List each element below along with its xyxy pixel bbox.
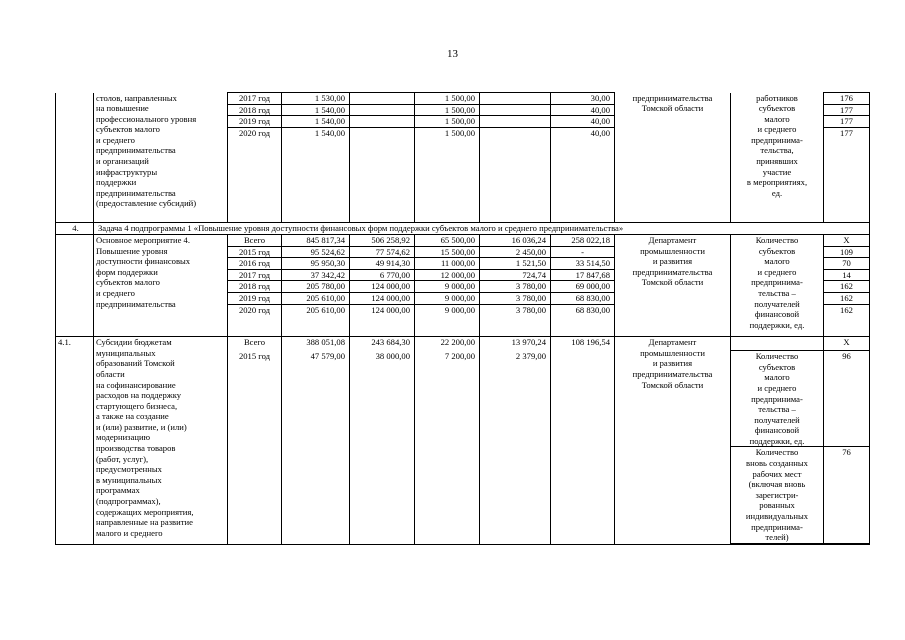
total-cell: 1 530,00 bbox=[282, 93, 350, 105]
total-cell: 205 610,00 bbox=[282, 304, 350, 315]
total-cell: 95 950,30 bbox=[282, 258, 350, 270]
task-number: 4. bbox=[56, 223, 94, 235]
regional-cell: 1 500,00 bbox=[415, 116, 480, 128]
indicator-value: 109 bbox=[824, 246, 870, 258]
regional-cell: 65 500,00 bbox=[415, 234, 480, 246]
municipal-cell bbox=[480, 104, 551, 116]
municipal-cell: 1 521,50 bbox=[480, 258, 551, 270]
municipal-cell bbox=[480, 116, 551, 128]
indicator-value: 176 bbox=[824, 93, 870, 105]
federal-cell: 243 684,30 bbox=[350, 337, 415, 351]
year-cell: 2016 год bbox=[228, 258, 282, 270]
program-table bbox=[55, 92, 870, 545]
year-cell: 2018 год bbox=[228, 281, 282, 293]
indicator-value: 177 bbox=[824, 104, 870, 116]
total-cell: 1 540,00 bbox=[282, 116, 350, 128]
regional-cell: 1 500,00 bbox=[415, 93, 480, 105]
indicator: Количество вновь созданных рабочих мест (включая вновь зарегистри- рованных индивидуальных предпринима- телей) bbox=[731, 447, 824, 543]
year-cell: Всего bbox=[228, 234, 282, 246]
regional-cell: 9 000,00 bbox=[415, 304, 480, 315]
year-cell: 2018 год bbox=[228, 104, 282, 116]
indicator-value: 162 bbox=[824, 292, 870, 304]
municipal-cell: 3 780,00 bbox=[480, 281, 551, 293]
extrabudget-cell: 30,00 bbox=[551, 93, 615, 105]
federal-cell: 49 914,30 bbox=[350, 258, 415, 270]
year-cell: 2019 год bbox=[228, 116, 282, 128]
indicator-empty bbox=[731, 337, 824, 351]
extrabudget-cell: 40,00 bbox=[551, 116, 615, 128]
total-cell: 1 540,00 bbox=[282, 127, 350, 138]
year-cell: 2017 год bbox=[228, 269, 282, 281]
year-cell: 2017 год bbox=[228, 93, 282, 105]
extrabudget-cell: 40,00 bbox=[551, 127, 615, 138]
regional-cell: 11 000,00 bbox=[415, 258, 480, 270]
extrabudget-cell: 40,00 bbox=[551, 104, 615, 116]
regional-cell: 7 200,00 bbox=[415, 351, 480, 545]
indicator-value: 96 bbox=[824, 351, 870, 447]
total-cell: 1 540,00 bbox=[282, 104, 350, 116]
municipal-cell: 2 450,00 bbox=[480, 246, 551, 258]
table-row bbox=[56, 234, 870, 246]
regional-cell: 1 500,00 bbox=[415, 104, 480, 116]
extrabudget-cell: 258 022,18 bbox=[551, 234, 615, 246]
indicator: Количество субъектов малого и среднего предпринима- тельства – получателей финансовой поддержки, ед. bbox=[731, 351, 824, 447]
regional-cell: 9 000,00 bbox=[415, 292, 480, 304]
total-cell: 205 610,00 bbox=[282, 292, 350, 304]
regional-cell: 22 200,00 bbox=[415, 337, 480, 351]
extrabudget-cell: 33 514,50 bbox=[551, 258, 615, 270]
indicator-value: 177 bbox=[824, 127, 870, 138]
activity-description: Основное мероприятие 4. Повышение уровня доступности финансовых форм поддержки субъектов малого и среднего предпринимательства bbox=[94, 234, 228, 336]
federal-cell bbox=[350, 104, 415, 116]
executor: Департамент промышленности и развития предпринимательства Томской области bbox=[615, 337, 731, 545]
federal-cell: 77 574,62 bbox=[350, 246, 415, 258]
indicator-value: Х bbox=[824, 337, 870, 351]
federal-cell bbox=[350, 116, 415, 128]
indicator-value: 70 bbox=[824, 258, 870, 270]
total-cell: 37 342,42 bbox=[282, 269, 350, 281]
indicator-value: 177 bbox=[824, 116, 870, 128]
municipal-cell bbox=[480, 127, 551, 138]
indicator-value: 76 bbox=[824, 447, 870, 543]
federal-cell: 506 258,92 bbox=[350, 234, 415, 246]
executor: предпринимательства Томской области bbox=[615, 93, 731, 223]
year-cell: 2020 год bbox=[228, 304, 282, 315]
row-number bbox=[56, 93, 94, 223]
municipal-cell: 724,74 bbox=[480, 269, 551, 281]
municipal-cell bbox=[480, 93, 551, 105]
executor: Департамент промышленности и развития предпринимательства Томской области bbox=[615, 234, 731, 336]
regional-cell: 1 500,00 bbox=[415, 127, 480, 138]
indicator: Количество субъектов малого и среднего предпринима- тельства – получателей финансовой поддержки, ед. bbox=[731, 234, 824, 336]
row-number bbox=[56, 234, 94, 336]
indicator: работников субъектов малого и среднего предпринима- тельства, принявших участие в мероприятиях, ед. bbox=[731, 93, 824, 223]
extrabudget-cell: - bbox=[551, 246, 615, 258]
federal-cell bbox=[350, 127, 415, 138]
regional-cell: 12 000,00 bbox=[415, 269, 480, 281]
year-cell: Всего bbox=[228, 337, 282, 351]
federal-cell: 124 000,00 bbox=[350, 292, 415, 304]
extrabudget-cell: 17 847,68 bbox=[551, 269, 615, 281]
extrabudget-cell: 108 196,54 bbox=[551, 337, 615, 351]
indicator-value: 162 bbox=[824, 281, 870, 293]
municipal-cell: 3 780,00 bbox=[480, 304, 551, 315]
regional-cell: 9 000,00 bbox=[415, 281, 480, 293]
total-cell: 95 524,62 bbox=[282, 246, 350, 258]
extrabudget-cell: 68 830,00 bbox=[551, 292, 615, 304]
federal-cell bbox=[350, 93, 415, 105]
activity-description: Субсидии бюджетам муниципальных образований Томской области на софинансирование расходов на поддержку стартующего бизнеса, а также на создание и (или) развитие, и (или) модернизацию производства товаров (работ, услуг), предусмотренных в муниципальных программах (подпрограммах), содержащих мероприятия, направленные на развитие малого и среднего bbox=[94, 337, 228, 545]
year-cell: 2019 год bbox=[228, 292, 282, 304]
year-cell: 2020 год bbox=[228, 127, 282, 138]
total-cell: 205 780,00 bbox=[282, 281, 350, 293]
federal-cell: 124 000,00 bbox=[350, 281, 415, 293]
total-cell: 845 817,34 bbox=[282, 234, 350, 246]
municipal-cell: 13 970,24 bbox=[480, 337, 551, 351]
year-cell: 2015 год bbox=[228, 351, 282, 545]
total-cell: 388 051,08 bbox=[282, 337, 350, 351]
task-title: Задача 4 подпрограммы 1 «Повышение уровня доступности финансовых форм поддержки субъектов малого и среднего предпринимательства» bbox=[94, 223, 870, 235]
extrabudget-cell: 69 000,00 bbox=[551, 281, 615, 293]
federal-cell: 38 000,00 bbox=[350, 351, 415, 545]
extrabudget-cell bbox=[551, 351, 615, 545]
row-number: 4.1. bbox=[56, 337, 94, 545]
municipal-cell: 3 780,00 bbox=[480, 292, 551, 304]
table-row bbox=[56, 337, 870, 351]
municipal-cell: 16 036,24 bbox=[480, 234, 551, 246]
municipal-cell: 2 379,00 bbox=[480, 351, 551, 545]
indicator-value: 162 bbox=[824, 304, 870, 315]
extrabudget-cell: 68 830,00 bbox=[551, 304, 615, 315]
page-number: 13 bbox=[447, 48, 458, 60]
year-cell: 2015 год bbox=[228, 246, 282, 258]
indicator-value: 14 bbox=[824, 269, 870, 281]
regional-cell: 15 500,00 bbox=[415, 246, 480, 258]
table-row bbox=[56, 93, 870, 105]
total-cell: 47 579,00 bbox=[282, 351, 350, 545]
indicator-value: Х bbox=[824, 234, 870, 246]
federal-cell: 6 770,00 bbox=[350, 269, 415, 281]
activity-description: столов, направленных на повышение профессионального уровня субъектов малого и среднего предпринимательства и организаций инфраструктуры поддержки предпринимательства (предоставление субсидий) bbox=[94, 93, 228, 223]
task-row bbox=[56, 223, 870, 235]
federal-cell: 124 000,00 bbox=[350, 304, 415, 315]
